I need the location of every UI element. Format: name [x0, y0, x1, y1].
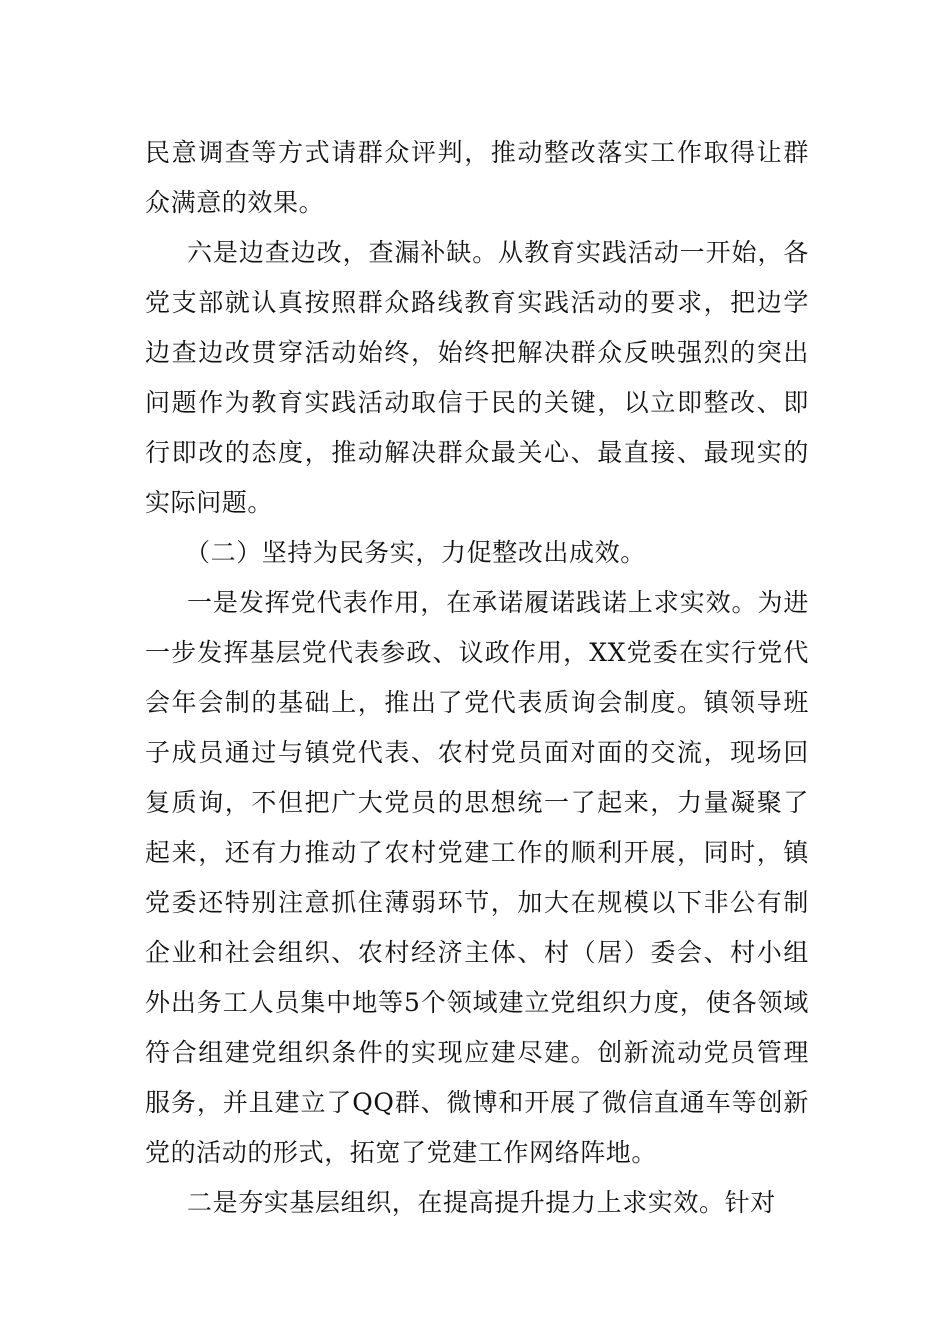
paragraph-point-six: 六是边查边改，查漏补缺。从教育实践活动一开始，各党支部就认真按照群众路线教育实践活动的要求，把边学边查边改贯穿活动始终，始终把解决群众反映强烈的突出问题作为教育实践活动取信于民的关键，以立即整改、即行即改的态度，推动解决群众最关心、最直接、最现实的实际问题。 [145, 238, 809, 517]
paragraph-continuation: 民意调查等方式请群众评判，推动整改落实工作取得让群众满意的效果。 [145, 138, 809, 217]
paragraph-point-two: 二是夯实基层组织，在提高提升提力上求实效。针对 [187, 1188, 776, 1217]
section-heading-two: （二）坚持为民务实，力促整改出成效。 [185, 538, 646, 567]
document-body [145, 128, 809, 1228]
paragraph-point-one: 一是发挥党代表作用，在承诺履诺践诺上求实效。为进一步发挥基层党代表参政、议政作用，XX党委在实行党代会年会制的基础上，推出了党代表质询会制度。镇领导班子成员通过与镇党代表、农村党员面对面的交流，现场回复质询，不但把广大党员的思想统一了起来，力量凝聚了起来，还有力推动了农村党建工作的顺利开展，同时，镇党委还特别注意抓住薄弱环节，加大在规模以下非公有制企业和社会组织、农村经济主体、村（居）委会、村小组外出务工人员集中地等5个领域建立党组织力度，使各领域符合组建党组织条件的实现应建尽建。创新流动党员管理服务，并且建立了QQ群、微博和开展了微信直通车等创新党的活动的形式，拓宽了党建工作网络阵地。 [145, 588, 809, 1167]
